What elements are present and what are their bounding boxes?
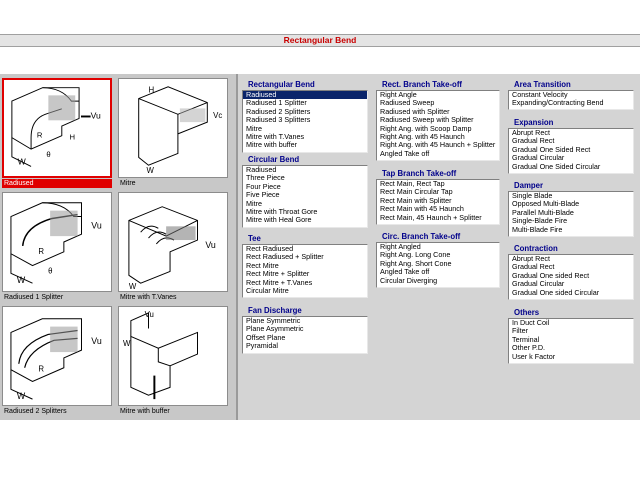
list-item[interactable]: Right Ang. with 45 Haunch + Splitter [380, 141, 496, 150]
thumb-mitre-buffer[interactable] [116, 304, 230, 417]
vu-label: Vu [91, 336, 102, 347]
group-title: Tap Branch Take-off [382, 169, 457, 178]
others-list[interactable] [508, 318, 634, 364]
list-item[interactable]: Right Ang. Short Cone [380, 259, 452, 268]
list-item[interactable]: Rect Main Circular Tap [380, 188, 453, 197]
list-item[interactable]: Abrupt Rect [512, 255, 550, 263]
fitting-categories-panel [238, 74, 640, 420]
list-item[interactable]: Circular Diverging [380, 276, 438, 285]
group-tee [242, 234, 368, 298]
circular-bend-list[interactable] [242, 165, 368, 228]
list-item[interactable]: Five Piece [246, 191, 280, 200]
mitre-bend-icon [118, 78, 228, 178]
list-item[interactable]: Angled Take off [380, 268, 430, 277]
group-damper [508, 181, 634, 237]
circ-branch-list[interactable] [376, 242, 500, 288]
rect-branch-list[interactable] [376, 90, 500, 161]
thumb-radiused-1-splitter[interactable] [0, 190, 114, 303]
list-item[interactable]: Radiused [246, 166, 277, 174]
list-item[interactable]: Circular Mitre [246, 286, 289, 295]
thumb-label: Radiused [2, 179, 112, 188]
list-item[interactable]: Three Piece [246, 174, 285, 183]
list-item[interactable]: Plane Symmetric [246, 317, 301, 325]
list-item[interactable]: Terminal [512, 335, 540, 344]
group-rectangular-bend [242, 80, 368, 153]
list-item[interactable]: Mitre with Throat Gore [246, 207, 318, 216]
thumb-label: Radiused 2 Splitters [4, 408, 67, 415]
list-item[interactable]: Gradual Circular [512, 280, 565, 289]
list-item[interactable]: Right Angle [380, 91, 417, 99]
list-item[interactable]: Pyramidal [246, 342, 278, 351]
mitre-turning-vanes-icon [118, 192, 228, 292]
list-item[interactable]: Filter [512, 327, 528, 336]
vc-label: Vc [213, 111, 223, 121]
list-item[interactable]: Right Ang. with Scoop Damp [380, 124, 472, 133]
list-item[interactable]: Gradual One Sided Circular [512, 162, 601, 171]
h-label: H [69, 132, 76, 142]
list-item[interactable]: Radiused with Splitter [380, 107, 450, 116]
list-item[interactable]: Rect Mitre [246, 261, 279, 270]
list-item[interactable]: Mitre with buffer [246, 141, 297, 150]
list-item[interactable]: Other P.D. [512, 344, 546, 353]
r-label: R [36, 130, 43, 140]
mitre-buffer-icon [118, 306, 228, 406]
group-expansion [508, 118, 634, 174]
list-item[interactable]: Opposed Multi-Blade [512, 200, 580, 209]
w-label: W [17, 156, 26, 167]
thumb-mitre-tvanes[interactable] [116, 190, 230, 303]
list-item[interactable]: Expanding/Contracting Bend [512, 99, 604, 108]
area-transition-list[interactable] [508, 90, 634, 110]
vu-label: Vu [90, 110, 101, 121]
group-title: Area Transition [514, 80, 571, 89]
group-title: Expansion [514, 118, 554, 127]
group-title: Circ. Branch Take-off [382, 232, 461, 241]
list-item[interactable]: Offset Plane [246, 333, 286, 342]
r-label: R [38, 364, 45, 374]
theta-label: θ [46, 149, 51, 159]
list-item[interactable]: Radiused Sweep [380, 99, 435, 108]
group-title: Circular Bend [248, 155, 300, 164]
list-item[interactable]: Rect Main with 45 Haunch [380, 205, 464, 214]
list-item[interactable]: Rect Radiused + Splitter [246, 253, 324, 262]
list-item[interactable]: Gradual One sided Circular [512, 288, 600, 297]
group-title: Rectangular Bend [248, 80, 315, 89]
list-item[interactable]: Rect Radiused [246, 245, 294, 253]
tap-branch-list[interactable] [376, 179, 500, 225]
group-title: Others [514, 308, 540, 317]
w-label: W [146, 166, 154, 176]
group-rect-branch-takeoff [376, 80, 500, 161]
list-item[interactable]: Radiused 3 Splitters [246, 116, 311, 125]
group-circ-branch-takeoff [376, 232, 500, 288]
expansion-list[interactable] [508, 128, 634, 174]
group-title: Damper [514, 181, 544, 190]
window-title: Rectangular Bend [0, 34, 640, 47]
w-label: W [16, 275, 26, 286]
group-contraction [508, 244, 634, 300]
h-label: H [148, 85, 155, 95]
group-title: Contraction [514, 244, 558, 253]
list-item[interactable]: Parallel Multi-Blade [512, 208, 574, 217]
list-item[interactable]: Gradual Circular [512, 154, 565, 163]
group-others [508, 308, 634, 364]
list-item[interactable]: In Duct Coil [512, 319, 550, 327]
contraction-list[interactable] [508, 254, 634, 300]
group-area-transition [508, 80, 634, 110]
list-item[interactable]: Rect Mitre + Splitter [246, 270, 310, 279]
list-item[interactable]: Single-Blade Fire [512, 217, 568, 226]
vu-label: Vu [205, 239, 216, 250]
list-item[interactable]: Gradual Rect [512, 137, 555, 146]
group-circular-bend [242, 155, 368, 228]
list-item[interactable]: Angled Take off [380, 149, 430, 158]
thumb-radiused[interactable] [0, 76, 114, 189]
list-item[interactable]: Rect Mitre + T.Vanes [246, 278, 313, 287]
w-label: W [123, 339, 131, 349]
list-item[interactable]: Radiused Sweep with Splitter [380, 116, 474, 125]
group-title: Fan Discharge [248, 306, 302, 315]
list-item[interactable]: Gradual One sided Rect [512, 271, 590, 280]
theta-label: θ [48, 266, 53, 276]
group-tap-branch-takeoff [376, 169, 500, 225]
damper-list[interactable] [508, 191, 634, 237]
list-item[interactable]: Right Angled [380, 243, 421, 251]
tee-list[interactable] [242, 244, 368, 298]
group-title: Tee [248, 234, 261, 243]
list-item[interactable]: Mitre [246, 199, 262, 208]
list-item[interactable]: Radiused 1 Splitter [246, 99, 307, 108]
r-label: R [38, 246, 45, 256]
list-item[interactable]: Multi-Blade Fire [512, 225, 563, 234]
list-item[interactable]: Abrupt Rect [512, 129, 550, 137]
thumb-label: Mitre [120, 180, 136, 187]
w-label: W [16, 391, 26, 402]
list-item[interactable]: Gradual Rect [512, 263, 555, 272]
radiused-2-splitters-icon [2, 306, 112, 406]
w-label: W [128, 282, 137, 291]
list-item[interactable]: Gradual One Sided Rect [512, 145, 591, 154]
group-fan-discharge [242, 306, 368, 354]
group-title: Rect. Branch Take-off [382, 80, 463, 89]
list-item[interactable]: User k Factor [512, 352, 556, 361]
list-item[interactable]: Mitre with Heal Gore [246, 216, 312, 225]
list-item[interactable]: Plane Asymmetric [246, 325, 304, 334]
thumb-label: Mitre with buffer [120, 408, 170, 415]
vu-label: Vu [144, 309, 154, 319]
fitting-gallery [0, 74, 238, 420]
list-item[interactable]: Constant Velocity [512, 91, 568, 99]
thumb-radiused-2-splitters[interactable] [0, 304, 114, 417]
rectangular-bend-list[interactable] [242, 90, 368, 153]
list-item[interactable]: Single Blade [512, 192, 553, 200]
fan-discharge-list[interactable] [242, 316, 368, 354]
vu-label: Vu [91, 220, 102, 231]
list-item[interactable]: Radiused 2 Splitters [246, 107, 311, 116]
list-item[interactable]: Four Piece [246, 182, 281, 191]
list-item[interactable]: Right Ang. Long Cone [380, 251, 451, 260]
list-item[interactable]: Rect Main, Rect Tap [380, 180, 445, 188]
list-item[interactable]: Radiused [243, 91, 367, 99]
thumb-label: Radiused 1 Splitter [4, 294, 64, 301]
list-item[interactable]: Rect Main with Splitter [380, 196, 452, 205]
thumb-mitre[interactable] [116, 76, 230, 189]
list-item[interactable]: Rect Main, 45 Haunch + Splitter [380, 213, 482, 222]
thumb-label: Mitre with T.Vanes [120, 294, 177, 301]
radiused-1-splitter-icon [2, 192, 112, 292]
list-item[interactable]: Right Ang. with 45 Haunch [380, 132, 465, 141]
list-item[interactable]: Mitre with T.Vanes [246, 132, 305, 141]
radiused-bend-icon [2, 78, 112, 178]
list-item[interactable]: Mitre [246, 124, 262, 133]
